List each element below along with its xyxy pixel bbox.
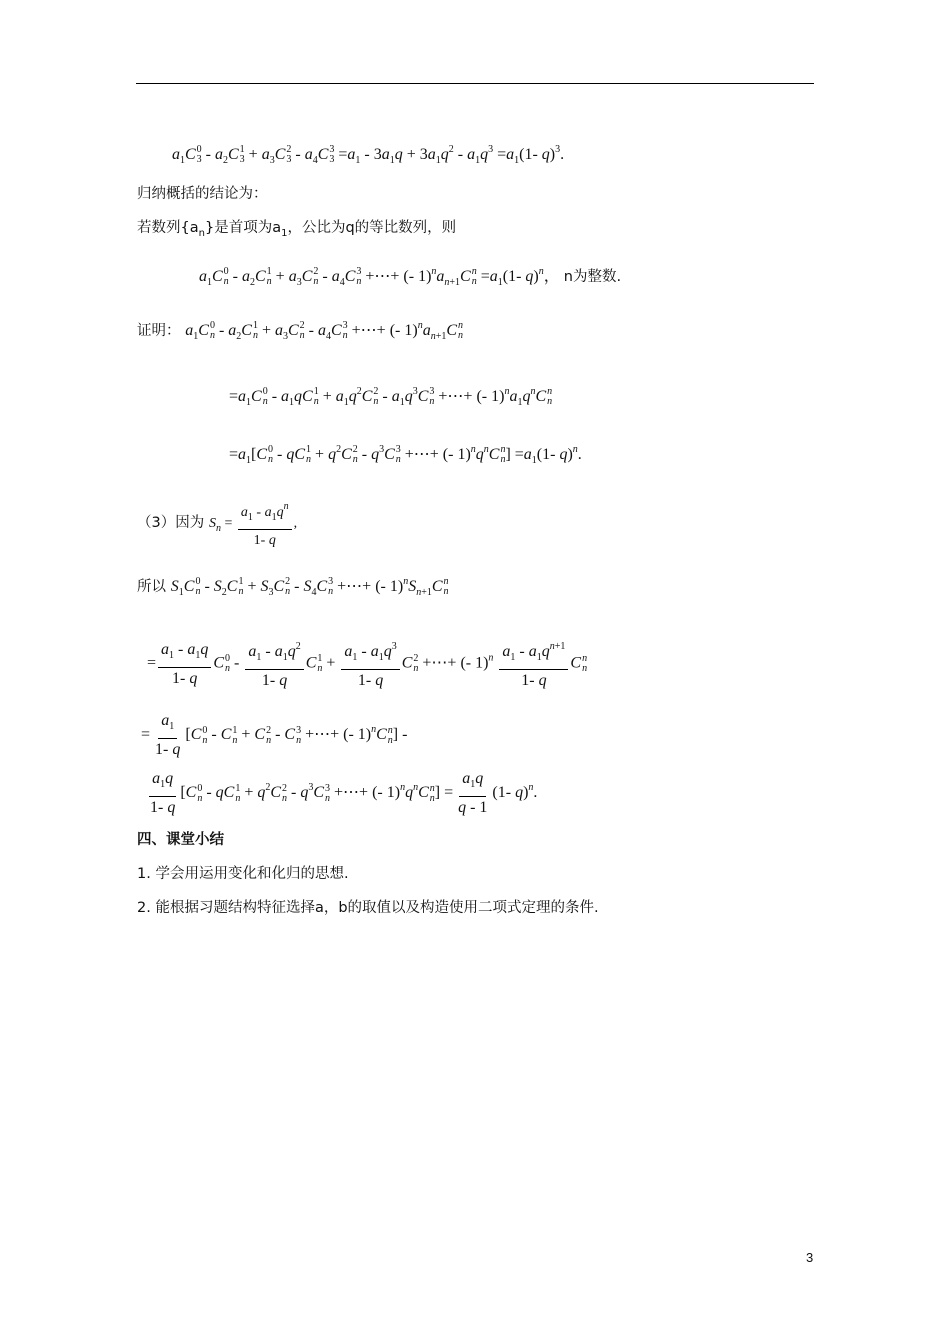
- statement-sub-1: 1: [281, 228, 288, 239]
- sum-line-2: = $\frac{a_1}{1- q}$ [C 0 n - C 1 n + C 2 n - C 3 n +⋯+ (- 1)$^n$C n n ] -: [141, 712, 408, 758]
- n-integer-note: n为整数.: [563, 269, 622, 285]
- proof-line-2: $=a_1C$ 0 n - $a_1qC$ 1 n + $a_1q^2C$ 2 n - $a_1q^3C$ 3 n +⋯+ (- $1)^na_1q^nC$ n n: [229, 386, 553, 408]
- summary-item-2: 2. 能根据习题结构特征选择a，b的取值以及构造使用二项式定理的条件.: [137, 900, 599, 916]
- formula-case-n3: $a_1C$ 0 3 - $a_2C$ 1 3 + $a_3C$ 2 3 - $a_4C$ 3 3 $=a_1 - 3a_1q + 3a_1q^2 - a_1q^3 =a_1(1-$ q)$^3$.: [172, 144, 565, 166]
- sum-line-1: = $\frac{a_1 - a_1q}{1- q}$ C 0 n - $\frac{a_1 - a_1q^2}{1- q}$ C 1 n + $\frac{a_1 - a_1q^3}{1- q}$ C 2 n +⋯+ (- 1)$^n$ $\frac{a_1 - a_1q^{n+1}}{1- q}$ C n n: [147, 638, 587, 690]
- sum-line-3: $\frac{a_1q}{1- q}$ [C 0 n - qC 1 n + $q^2C$ 2 n - $q^3C$ 3 n +⋯+ (- $1)^nq^nC$ n n ] = $\frac{a_1q}{q - 1}$ (1- q)$^n$.: [150, 770, 538, 816]
- therefore-line: 所以 $S_1C$ 0 n - $S_2C$ 1 n + $S_3C$ 2 n - $S_4C$ 3 n +⋯+ (- $1)^nS_{n+1}C$ n n: [137, 576, 449, 598]
- header-rule: [136, 83, 814, 84]
- proof-label: 证明：: [137, 323, 181, 339]
- statement-suffix: ，公比为q的等比数列，则: [287, 220, 457, 236]
- statement-sub-n: n: [198, 228, 205, 239]
- statement-prefix: 若数列{a: [137, 220, 199, 236]
- statement-mid: }是首项为a: [204, 220, 282, 236]
- page-number: 3: [806, 1250, 814, 1265]
- part3-label: （3）因为: [137, 515, 205, 532]
- formula-general: $a_1C$ 0 n - $a_2C$ 1 n + $a_3C$ 2 n - $a_4C$ 3 n +⋯+ (- $1)^na_{n+1}C$ n n $=a_1(1-$ q)$^n$， n为整数.: [199, 266, 622, 288]
- summary-item-1: 1. 学会用运用变化和化归的思想.: [137, 866, 349, 882]
- proof-line-1: 证明： $a_1C$ 0 n - $a_2C$ 1 n + $a_3C$ 2 n - $a_4C$ 3 n +⋯+ (- $1)^na_{n+1}C$ n n: [137, 320, 463, 342]
- part3-line: （3）因为 $S_n$ = $\frac{a_1 - a_1q^n}{1- q}$ ,: [137, 498, 297, 550]
- section4-title: 四、课堂小结: [137, 832, 224, 848]
- therefore-label: 所以: [137, 579, 166, 595]
- proof-line-3: $=a_1[C$ 0 n - qC 1 n + $q^2C$ 2 n - $q^3C$ 3 n +⋯+ (- $1)^nq^nC$ n n ] $=a_1(1-$ q)$^n$.: [229, 444, 582, 466]
- statement-line: [137, 218, 456, 244]
- inductive-heading: 归纳概括的结论为：: [137, 186, 268, 202]
